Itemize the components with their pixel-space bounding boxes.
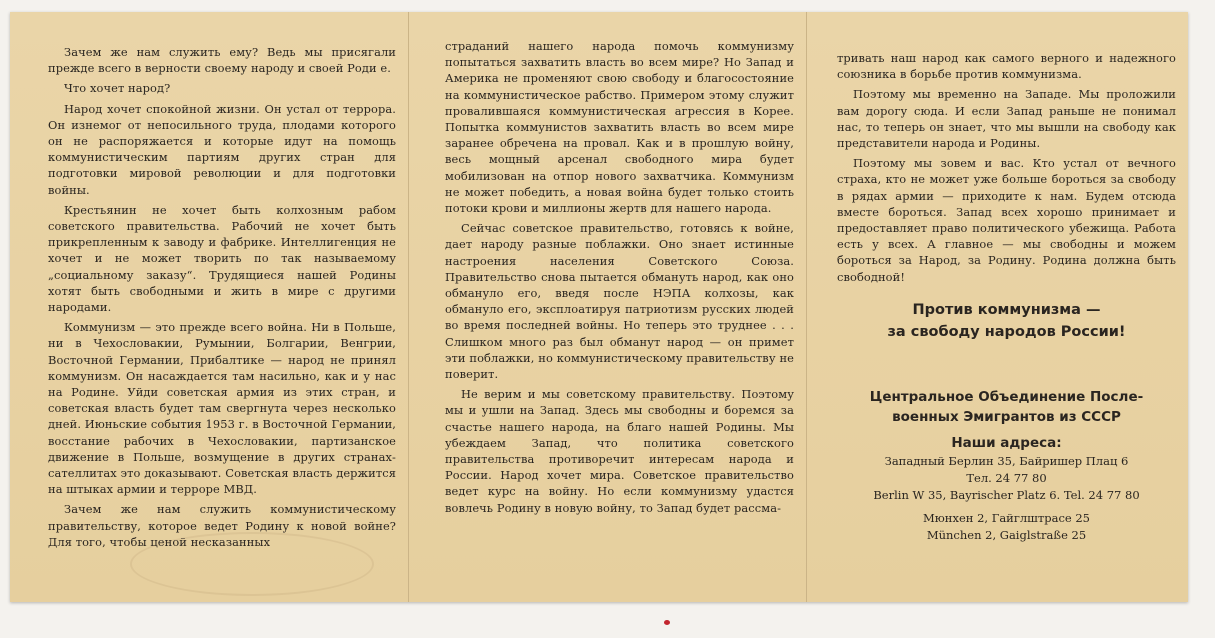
panel-right [806,12,1188,602]
heading-what-people-want: Что хочет народ? [64,81,171,96]
paragraph-concessions: Сейчас советское правительство, готовясь к войне, дает народу разные поблажки. Оно знает истинные настроения населения Советского Союза. Правительство снова пытается обмануть народ, как оно обмануло его, введя после НЭПА колхозы, как обмануло его, эксплоатируя патриотизм русских людей во время последней войны. Но теперь это труднее . . . Слишком много раз был обманут народ — он примет эти поблажки, но коммунистическому правительству не поверит. [445,221,794,382]
paragraph-temporarily-west: Поэтому мы временно на Западе. Мы проложили вам дорогу сюда. И если Запад раньше не понимал нас, то теперь он знает, что мы вышли на свободу как представители народа и Родины. [837,87,1176,151]
panel-left [10,12,408,602]
paragraph-oath: Зачем же нам служить ему? Ведь мы присягали прежде всего в верности своему народу и своей Роди е. [48,45,396,76]
leaflet-sheet [10,12,1188,602]
paragraph-peasant-worker: Крестьянин не хочет быть колхозным рабом советского правительства. Рабочий не хочет быть прикрепленным к заводу и фабрике. Интеллигенция не хочет и не может творить по так называемому „социальному заказу“. Трудящиеся нашей Родины хотят быть свободными и жить в мире с другими народами. [48,202,396,315]
address-munich-ru: Мюнхен 2, Гайглштрасе 25 [923,510,1090,525]
org-line-2: военных Эмигрантов из СССР [892,408,1121,425]
slogan [837,299,1176,343]
address-berlin-de: Berlin W 35, Bayrischer Platz 6. Tel. 24 77 80 [873,487,1140,502]
org-line-1: Центральное Объединение После- [869,388,1144,405]
panel-middle [408,12,806,602]
organization-name [837,387,1176,427]
slogan-line-1: Против коммунизма — [912,301,1101,318]
address-munich-de: München 2, Gaiglstraße 25 [926,527,1087,542]
paragraph-suffering: страданий нашего народа помочь коммунизму попытаться захватить власть во всем мире? Но Запад и Америка не променяют свою свободу и благосостояние на коммунистическое рабство. Примером этому служит провалившаяся коммунистическая агрессия в Корее. Попытка коммунистов захватить власть во всем мире заранее обречена на провал. Как и в прошлую войну, весь мощный арсенал свободного мира будет мобилизован на отпор нового захватчика. Коммунизм не может победить, а новая война будет только стоить потоки крови и миллионы жертв для нашего народа. [445,39,794,216]
paragraph-communism-war: Коммунизм — это прежде всего война. Ни в Польше, ни в Чехословакии, Румынии, Болгарии, Венгрии, Восточной Германии, Прибалтике — народ не принял коммунизм. Он насаждается там насильно, как и у нас на Родине. Уйди советская армия из этих стран, и советская власть будет там свергнута через несколько дней. Июньские события 1953 г. в Восточной Германии, восстание рабочих в Чехословакии, партизанское движение в Польше, возмущение в других странах-сателлитах это доказывают. Советская власть держится на штыках армии и терроре МВД. [48,320,396,497]
paragraph-we-call-you: Поэтому мы зовем и вас. Кто устал от вечного страха, кто не может уже больше бороться за свободу в рядах армии — приходите к нам. Будем отсюда вместе бороться. Запад всех хорошо принимает и предоставляет право политического убежища. Работа есть у всех. А главное — мы свободны и можем бороться за Народ, за Родину. Родина должна быть свободной! [837,156,1176,284]
address-berlin-tel-ru: Тел. 24 77 80 [966,470,1047,485]
paragraph-we-dont-believe: Не верим и мы советскому правительству. Поэтому мы и ушли на Запад. Здесь мы свободны и боремся за счастье нашего народа, на благо нашей Родины. Мы убеждаем Запад, что политика советского правительства противоречит интересам народа и России. Народ хочет мира. Советское правительство ведет курс на войну. Но если коммунизму удастся вовлечь Родину в новую войну, то Запад будет рассма- [445,387,794,515]
addresses-title: Наши адреса: [951,434,1062,451]
paragraph-why-serve: Зачем же нам служить коммунистическому правительству, которое ведет Родину к новой войне? Для того, чтобы ценой несказанных [48,502,396,549]
paragraph-people-tired: Народ хочет спокойной жизни. Он устал от террора. Он изнемог от непосильного труда, плодами которого он не распоряжается и которые идут на помощь коммунистическим партиям других стран для подготовки мировой революции и для подготовки войны. [48,101,396,197]
red-speck [664,620,670,625]
slogan-line-2: за свободу народов России! [887,323,1126,340]
paragraph-ally: тривать наш народ как самого верного и надежного союзника в борьбе против коммунизма. [837,51,1176,82]
faded-stamp-mark [130,532,374,596]
address-berlin-ru: Западный Берлин 35, Байришер Плац 6 [884,453,1129,468]
